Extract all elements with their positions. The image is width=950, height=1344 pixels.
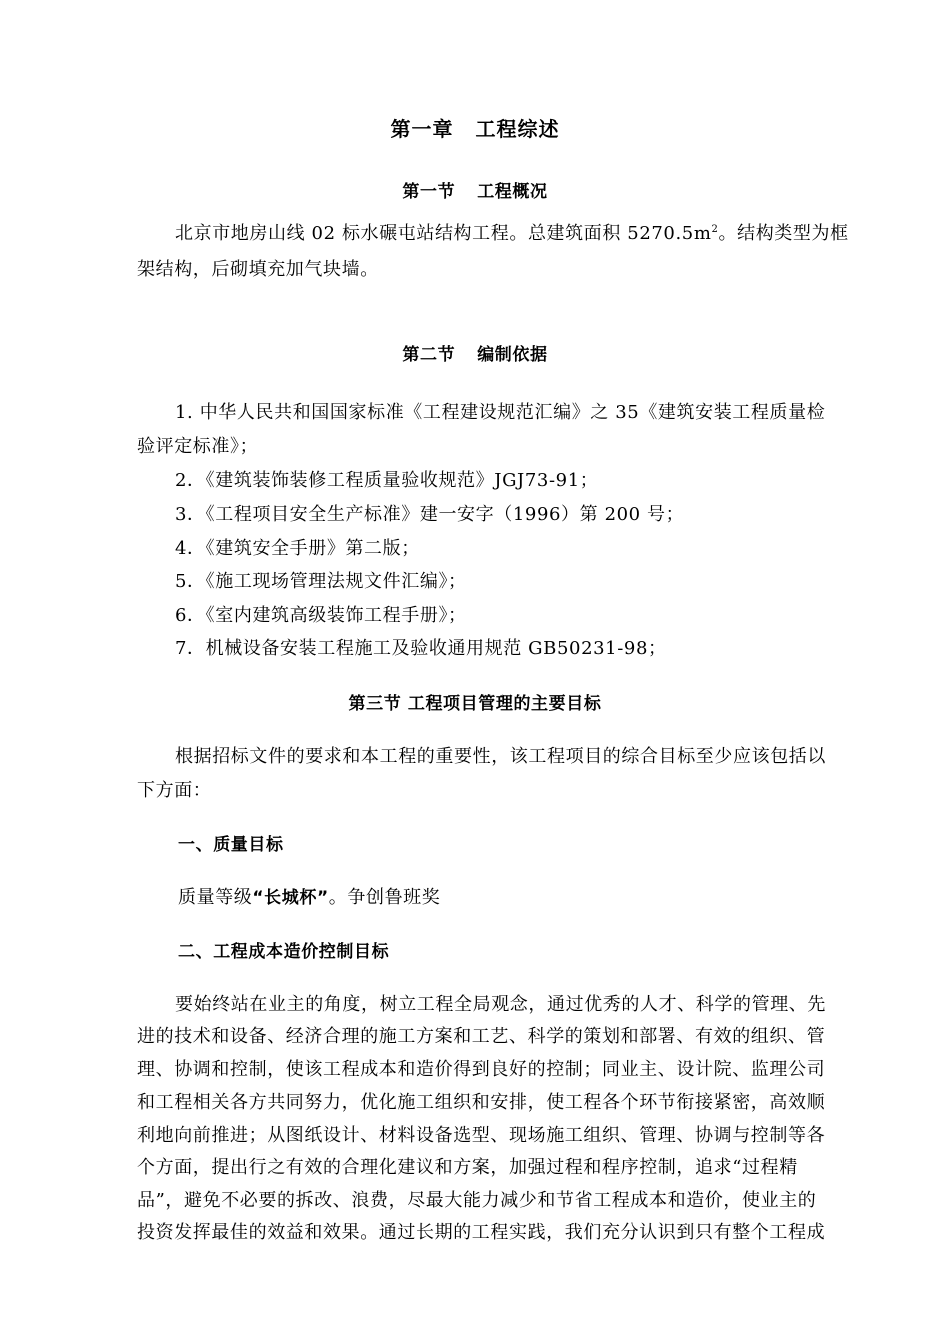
cost-paragraph-line2: 进的技术和设备、经济合理的施工方案和工艺、科学的策划和部署、有效的组织、管 [137,1026,826,1047]
section3-intro-line1: 根据招标文件的要求和本工程的重要性，该工程项目的综合目标至少应该包括以 [175,746,826,767]
cost-paragraph-line6: 个方面，提出行之有效的合理化建议和方案，加强过程和程序控制，追求“过程精 [137,1157,798,1178]
basis-item-4: 4．《建筑安全手册》第二版； [175,538,420,559]
section1-paragraph-line2: 架结构，后砌填充加气块墙。 [137,259,379,280]
cost-paragraph-line1: 要始终站在业主的角度，树立工程全局观念，通过优秀的人才、科学的管理、先 [175,994,826,1015]
superscript: 2 [711,224,719,235]
chapter-title: 工程综述 [475,117,560,141]
quality-target-text: 质量等级“长城杯”。争创鲁班奖 [178,887,441,908]
section1-label: 第一节 [402,182,456,202]
section1-title: 工程概况 [477,182,548,202]
section1-paragraph-line1: 北京市地房山线 02 标水碾屯站结构工程。总建筑面积 $5270.5m^2$。结构类型为框 [175,223,849,244]
cost-paragraph-line5: 利地向前推进；从图纸设计、材料设备选型、现场施工组织、管理、协调与控制等各 [137,1125,826,1146]
basis-item-5: 5．《施工现场管理法规文件汇编》； [175,571,467,592]
chapter-label: 第一章 [390,117,454,141]
section2-heading [0,343,950,367]
basis-item-1-continued: 验评定标准》； [137,436,259,457]
section3-intro-line2: 下方面： [137,780,212,801]
basis-item-6: 6．《室内建筑高级装饰工程手册》； [175,605,467,626]
cost-paragraph-line3: 理、协调和控制，使该工程成本和造价得到良好的控制；同业主、设计院、监理公司 [137,1059,826,1080]
section1-heading [0,180,950,204]
quality-target-heading: 一、质量目标 [178,835,284,855]
section2-title: 编制依据 [477,345,548,365]
cost-paragraph-line4: 和工程相关各方共同努力，优化施工组织和安排，使工程各个环节衔接紧密，高效顺 [137,1092,826,1113]
cost-paragraph-line8: 投资发挥最佳的效益和效果。通过长期的工程实践，我们充分认识到只有整个工程成 [137,1222,826,1243]
basis-item-2: 2．《建筑装饰装修工程质量验收规范》JGJ73-91； [175,470,599,491]
cost-control-heading: 二、工程成本造价控制目标 [178,942,390,962]
cost-paragraph-line7: 品”，避免不必要的拆改、浪费，尽最大能力减少和节省工程成本和造价，使业主的 [137,1190,817,1211]
basis-item-1: 1. 中华人民共和国国家标准《工程建设规范汇编》之 35《建筑安装工程质量检 [175,402,826,423]
basis-item-3: 3．《工程项目安全生产标准》建一安字（1996）第 200 号； [175,504,685,525]
section3-heading: 第三节 工程项目管理的主要目标 [348,694,602,714]
basis-item-7: 7．机械设备安装工程施工及验收通用规范 GB50231-98； [175,638,667,659]
chapter-heading [0,117,950,141]
quality-award-name: “长城杯” [252,888,329,908]
section2-label: 第二节 [402,345,456,365]
